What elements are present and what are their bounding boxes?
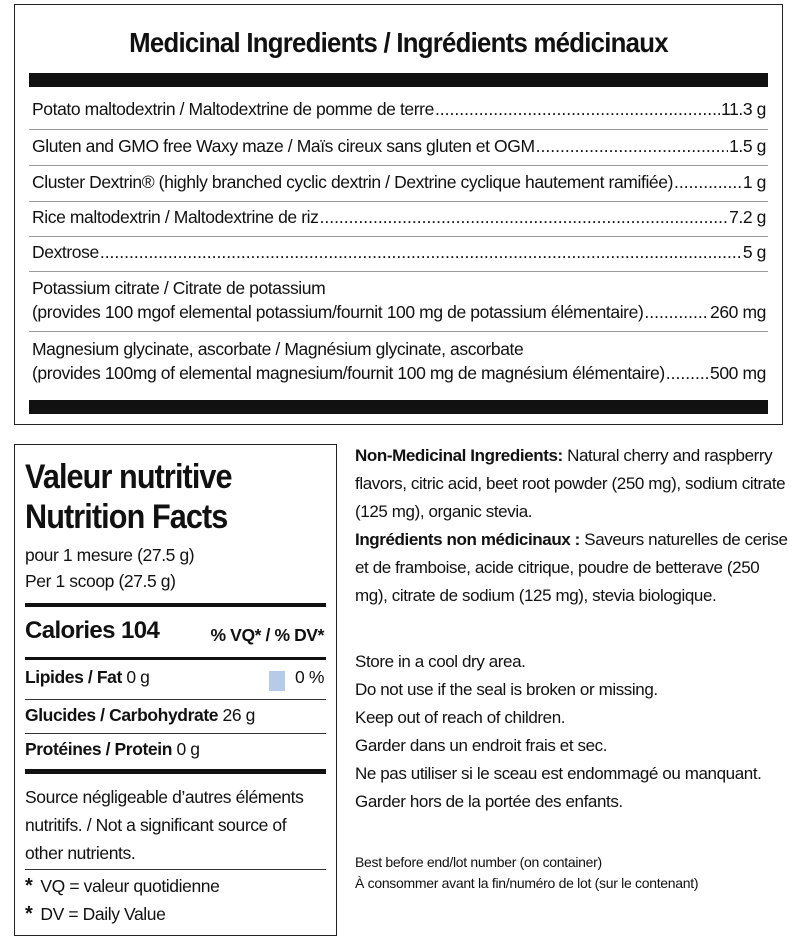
ingredient-name: Magnesium glycinate, ascorbate / Magnésium glycinate, ascorbate xyxy=(32,339,524,359)
footnote-text: VQ = valeur quotidienne xyxy=(40,876,220,896)
daily-value-header: % VQ* / % DV* xyxy=(210,625,324,645)
best-before-fr: À consommer avant la fin/numéro de lot (sur le contenant) xyxy=(355,875,699,891)
ingredient-row xyxy=(32,241,766,263)
ingredient-label: (provides 100 mgof elemental potassium/fournit 100 mg de potassium élémentaire) xyxy=(32,302,644,322)
asterisk-icon: * xyxy=(25,875,33,897)
row-divider xyxy=(29,236,768,237)
asterisk-icon: * xyxy=(25,903,33,925)
top-divider-bar xyxy=(29,73,768,87)
ingredient-label: Gluten and GMO free Waxy maze / Maïs cireux sans gluten et OGM xyxy=(32,136,535,156)
nutrient-value: 0 g xyxy=(126,667,150,687)
footnote-text: DV = Daily Value xyxy=(40,904,166,924)
storage-line: Garder dans un endroit frais et sec. xyxy=(355,736,608,755)
row-divider xyxy=(29,331,768,332)
ingredient-amount: 5 g xyxy=(742,242,766,262)
nutrition-title-fr: Valeur nutritive xyxy=(25,458,232,496)
nutrition-facts-table xyxy=(14,444,337,936)
highlight-swatch xyxy=(269,671,285,691)
ingredient-amount: 11.3 g xyxy=(721,99,766,119)
nutrient-percent: 0 % xyxy=(295,667,324,687)
ingredient-row xyxy=(32,338,766,384)
ingredient-name: Potassium citrate / Citrate de potassium xyxy=(32,278,326,298)
nutrient-row-carbohydrate xyxy=(25,705,324,726)
non-medicinal-fr xyxy=(355,526,795,610)
ingredient-amount: 1 g xyxy=(742,172,766,192)
footnote-vq xyxy=(25,875,219,898)
ingredient-row xyxy=(32,206,766,228)
nutrient-note: Source négligeable d’autres éléments nutritifs. / Not a significant source of other nutrients. xyxy=(25,787,304,863)
storage-line: Store in a cool dry area. xyxy=(355,652,526,671)
ingredient-amount: 500 mg xyxy=(710,363,766,383)
ingredient-label: Potato maltodextrin / Maltodextrine de pomme de terre xyxy=(32,99,434,119)
row-divider xyxy=(29,129,768,130)
ingredient-row xyxy=(32,171,766,193)
nutrition-title-en: Nutrition Facts xyxy=(25,498,228,536)
serving-size-en: Per 1 scoop (27.5 g) xyxy=(25,571,176,591)
storage-line: Ne pas utiliser si le sceau est endommagé ou manquant. xyxy=(355,764,762,783)
nf-medium-divider xyxy=(25,657,326,660)
non-medicinal-fr-label: Ingrédients non médicinaux : xyxy=(355,530,580,549)
medicinal-title: Medicinal Ingredients / Ingrédients médicinaux xyxy=(129,27,668,58)
footnote-dv xyxy=(25,903,165,926)
non-medicinal-en xyxy=(355,442,795,526)
storage-line: Do not use if the seal is broken or missing. xyxy=(355,680,658,699)
ingredient-label: (provides 100mg of elemental magnesium/fournit 100 mg de magnésium élémentaire) xyxy=(32,363,665,383)
nf-thin-divider xyxy=(25,733,326,734)
nutrient-label: Protéines / Protein xyxy=(25,739,173,759)
nutrient-label: Lipides / Fat xyxy=(25,667,122,687)
nutrition-title xyxy=(25,457,232,537)
ingredient-label: Rice maltodextrin / Maltodextrine de riz xyxy=(32,207,319,227)
row-divider xyxy=(29,201,768,202)
ingredient-amount: 1.5 g xyxy=(729,136,766,156)
nutrient-value: 26 g xyxy=(222,705,256,725)
calories: Calories 104 xyxy=(25,617,160,644)
bottom-divider-bar xyxy=(29,400,768,414)
storage-instructions xyxy=(355,648,795,816)
nf-thick-divider xyxy=(25,603,326,607)
best-before-info xyxy=(355,852,698,894)
storage-line: Garder hors de la portée des enfants. xyxy=(355,792,623,811)
non-medicinal-en-label: Non-Medicinal Ingredients: xyxy=(355,446,563,465)
ingredient-amount: 260 mg xyxy=(710,302,766,322)
nutrient-row-protein xyxy=(25,739,324,760)
nf-thin-divider xyxy=(25,869,326,870)
ingredient-row xyxy=(32,98,766,120)
non-medicinal-ingredients xyxy=(355,442,795,610)
ingredient-amount: 7.2 g xyxy=(729,207,766,227)
row-divider xyxy=(29,271,768,272)
serving-size-fr: pour 1 mesure (27.5 g) xyxy=(25,545,195,565)
nutrient-label: Glucides / Carbohydrate xyxy=(25,705,219,725)
non-medicinal-fr-text: Saveurs naturelles de cerise et de framboise, acide citrique, poudre de betterave (250 mg), citrate de sodium (125 mg), stevia biologique. xyxy=(355,530,788,605)
storage-line: Keep out of reach of children. xyxy=(355,708,566,727)
ingredient-row xyxy=(32,277,766,323)
ingredient-row xyxy=(32,135,766,157)
medicinal-ingredients-panel xyxy=(14,4,783,425)
non-medicinal-en-text: Natural cherry and raspberry flavors, citric acid, beet root powder (250 mg), sodium citrate (125 mg), organic stevia. xyxy=(355,446,786,521)
row-divider xyxy=(29,165,768,166)
nutrient-value: 0 g xyxy=(176,739,200,759)
ingredient-label: Cluster Dextrin® (highly branched cyclic dextrin / Dextrine cyclique hautement ramifiée) xyxy=(32,172,674,192)
best-before-en: Best before end/lot number (on container) xyxy=(355,854,602,870)
nutrient-row-fat xyxy=(25,667,324,688)
nf-thick-divider xyxy=(25,769,326,774)
nf-thin-divider xyxy=(25,699,326,700)
ingredient-label: Dextrose xyxy=(32,242,99,262)
